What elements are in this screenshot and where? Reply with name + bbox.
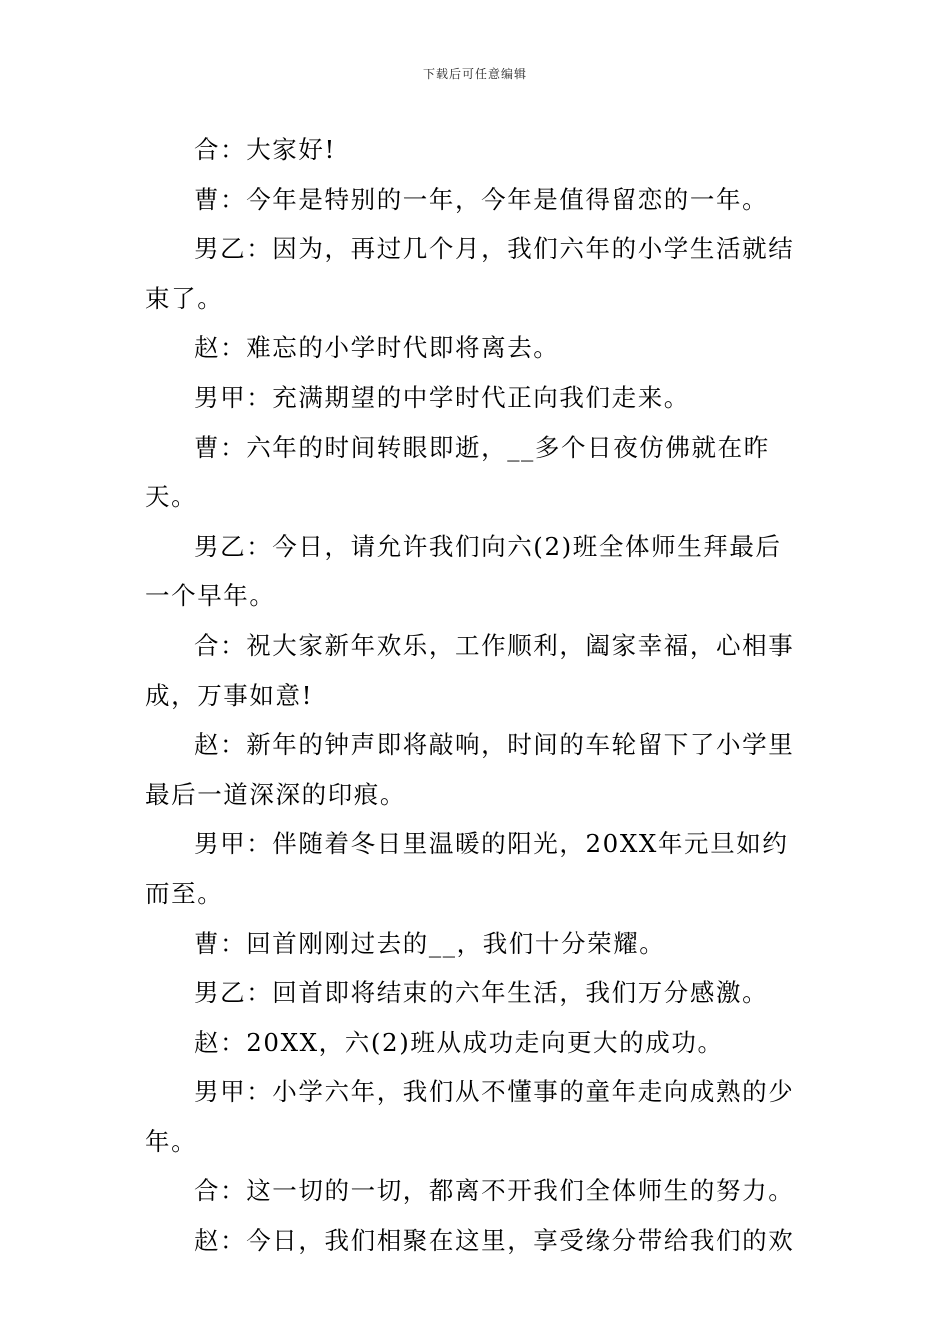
- dialogue-line: 合：这一切的一切，都离不开我们全体师生的努力。: [194, 1176, 795, 1206]
- dialogue-line: 男甲：小学六年，我们从不懂事的童年走向成熟的少年。: [145, 1077, 795, 1156]
- dialogue-line: 男乙：回首即将结束的六年生活，我们万分感激。: [194, 978, 769, 1008]
- dialogue-line: 男甲：伴随着冬日里温暖的阳光，20XX年元旦如约而至。: [145, 829, 789, 908]
- dialogue-line: 曹：今年是特别的一年，今年是值得留恋的一年。: [194, 184, 769, 214]
- page-header: 下载后可任意编辑: [422, 67, 527, 81]
- dialogue-line: 赵：新年的钟声即将敲响，时间的车轮留下了小学里最后一道深深的印痕。: [145, 730, 795, 809]
- dialogue-line: 男乙：因为，再过几个月，我们六年的小学生活就结束了。: [145, 234, 795, 313]
- dialogue-line: 曹：回首刚刚过去的__，我们十分荣耀。: [194, 928, 666, 958]
- document-body: [145, 125, 807, 1266]
- dialogue-line: 合：祝大家新年欢乐，工作顺利，阖家幸福，心相事成，万事如意!: [145, 630, 795, 710]
- dialogue-line: 男乙：今日，请允许我们向六(2)班全体师生拜最后一个早年。: [145, 531, 782, 611]
- dialogue-line: 合：大家好!: [194, 135, 336, 164]
- dialogue-line: 赵：20XX，六(2)班从成功走向更大的成功。: [194, 1027, 724, 1057]
- dialogue-line: 赵：今日，我们相聚在这里，享受缘分带给我们的欢: [194, 1226, 795, 1256]
- dialogue-line: 曹：六年的时间转眼即逝，__多个日夜仿佛就在昨天。: [145, 432, 770, 512]
- dialogue-line: 男甲：充满期望的中学时代正向我们走来。: [194, 382, 690, 412]
- dialogue-line: 赵：难忘的小学时代即将离去。: [194, 333, 560, 363]
